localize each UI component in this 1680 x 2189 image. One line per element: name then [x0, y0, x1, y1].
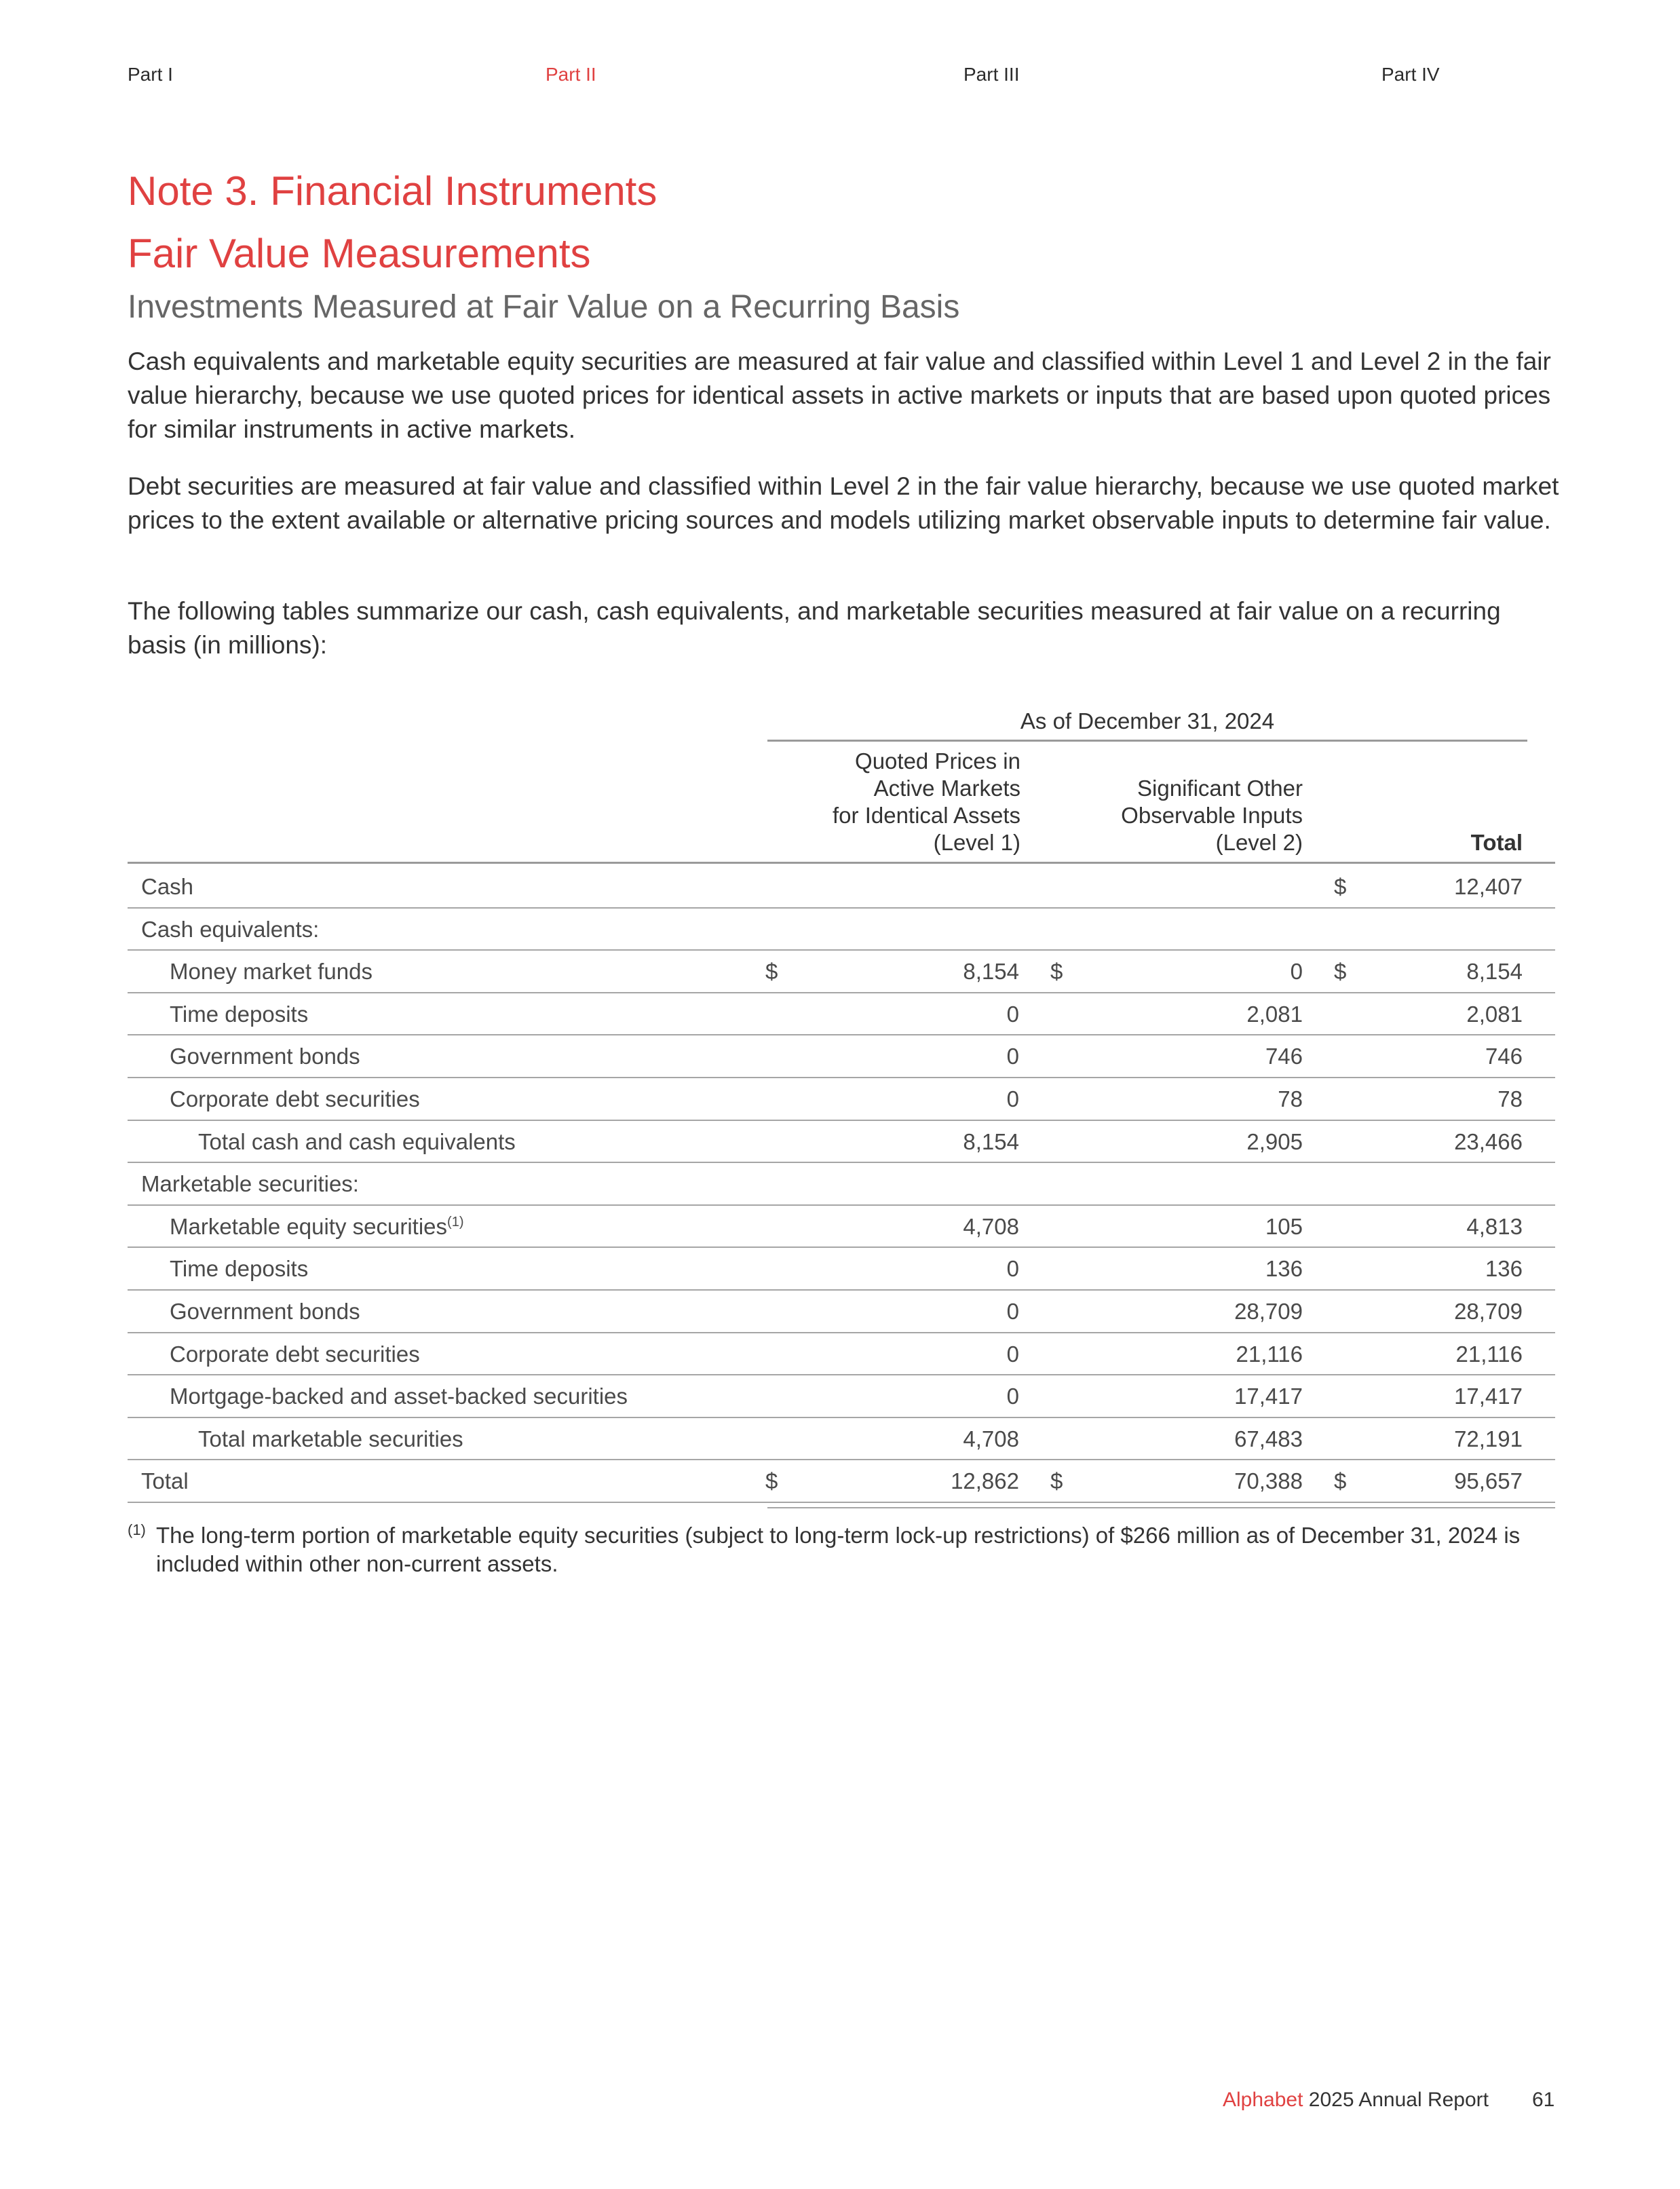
- cell-l1: 0: [1006, 1044, 1019, 1069]
- table-row: [128, 1462, 1555, 1504]
- table-row: [128, 1164, 1555, 1206]
- row-label: [170, 1044, 360, 1069]
- row-label-text: Government bonds: [170, 1299, 360, 1324]
- nav-part-iv[interactable]: Part IV: [1381, 64, 1440, 85]
- footer-brand-name: Alphabet: [1223, 2089, 1303, 2111]
- row-label: [170, 1002, 308, 1027]
- row-divider: [128, 1204, 1555, 1206]
- row-label: [170, 1299, 360, 1325]
- cell-total: 78: [1497, 1086, 1523, 1111]
- cell-l1: 8,154: [963, 959, 1019, 985]
- page-number: 61: [1532, 2089, 1555, 2111]
- total-double-rule: [767, 1507, 1555, 1508]
- cell-total: 95,657: [1454, 1468, 1523, 1494]
- cell-l1: 0: [1006, 1299, 1019, 1324]
- col-total-header: Total: [1470, 830, 1523, 855]
- row-divider: [128, 1459, 1555, 1460]
- row-divider: [128, 1289, 1555, 1291]
- row-label: [141, 1468, 189, 1494]
- cell-l1: 0: [1006, 1341, 1019, 1367]
- table-row: [128, 1335, 1555, 1377]
- row-divider: [128, 992, 1555, 993]
- row-divider: [128, 1246, 1555, 1248]
- row-divider: [128, 1077, 1555, 1078]
- row-label-text: Cash: [141, 874, 194, 899]
- cell-l2: 2,081: [1246, 1001, 1303, 1027]
- cell-total: 8,154: [1466, 959, 1523, 985]
- paragraph-3: The following tables summarize our cash, cash equivalents, and marketable securities measured at fair value on a recurring basis (in millions):: [128, 597, 1501, 659]
- nav-part-i[interactable]: Part I: [128, 64, 173, 85]
- cell-l2: 21,116: [1236, 1341, 1303, 1367]
- currency-symbol: $: [765, 959, 778, 985]
- row-divider: [128, 1374, 1555, 1375]
- paragraph-1: Cash equivalents and marketable equity securities are measured at fair value and classified within Level 1 and Level 2 in the fair value hierarchy, because we use quoted prices for identical assets in active markets or inputs that are based upon quoted prices for similar instruments in active markets.: [128, 347, 1551, 443]
- cell-l2: 70,388: [1234, 1468, 1303, 1494]
- table-row: [128, 1037, 1555, 1079]
- footnote-mark: (1): [128, 1521, 146, 1538]
- row-label: [141, 1171, 359, 1197]
- section-title: Investments Measured at Fair Value on a Recurring Basis: [128, 289, 960, 325]
- row-label-text: Total cash and cash equivalents: [198, 1128, 516, 1154]
- table-period: As of December 31, 2024: [767, 708, 1527, 742]
- cell-l1: 8,154: [963, 1128, 1019, 1154]
- row-label-text: Total: [141, 1468, 189, 1494]
- row-label-text: Mortgage-backed and asset-backed securities: [170, 1384, 628, 1409]
- currency-symbol: $: [1334, 1468, 1347, 1494]
- row-divider: [128, 1162, 1555, 1163]
- row-label: [170, 1256, 308, 1282]
- table-row: [128, 1377, 1555, 1419]
- row-label: [170, 959, 373, 985]
- table-row: [128, 1420, 1555, 1462]
- currency-symbol: $: [1050, 1468, 1063, 1494]
- table-row: [128, 1249, 1555, 1291]
- row-divider: [128, 1034, 1555, 1035]
- col-level2-header: Significant Other Observable Inputs (Level 2): [1121, 776, 1303, 855]
- row-label-text: Cash equivalents:: [141, 916, 320, 942]
- row-label-text: Government bonds: [170, 1044, 360, 1069]
- row-label-text: Money market funds: [170, 959, 373, 985]
- currency-symbol: $: [765, 1468, 778, 1494]
- cell-l2: 2,905: [1246, 1128, 1303, 1154]
- cell-l2: 67,483: [1234, 1426, 1303, 1451]
- cell-total: 21,116: [1455, 1341, 1523, 1367]
- table-row: [128, 995, 1555, 1037]
- cell-total: 2,081: [1466, 1001, 1523, 1027]
- cell-l2: 136: [1265, 1256, 1303, 1282]
- row-label-text: Marketable equity securities: [170, 1213, 448, 1239]
- row-divider: [128, 1502, 1555, 1503]
- cell-l2: 28,709: [1234, 1299, 1303, 1324]
- row-divider: [128, 1417, 1555, 1418]
- cell-l1: 0: [1006, 1256, 1019, 1282]
- row-label: [198, 1426, 463, 1452]
- sub-title: Fair Value Measurements: [128, 231, 591, 276]
- cell-total: 72,191: [1454, 1426, 1523, 1451]
- row-label: [170, 1214, 463, 1240]
- row-label-text: Time deposits: [170, 1256, 309, 1282]
- header-rule: [128, 862, 1555, 864]
- cell-l1: 0: [1006, 1086, 1019, 1111]
- note-title: Note 3. Financial Instruments: [128, 168, 657, 214]
- row-label-text: Total marketable securities: [198, 1426, 463, 1451]
- currency-symbol: $: [1334, 874, 1347, 899]
- currency-symbol: $: [1334, 959, 1347, 985]
- table-row: [128, 1207, 1555, 1249]
- table-row: [128, 910, 1555, 952]
- row-label-text: Marketable securities:: [141, 1171, 359, 1197]
- nav-part-iii[interactable]: Part III: [963, 64, 1020, 85]
- cell-l2: 17,417: [1234, 1384, 1303, 1409]
- row-divider: [128, 1332, 1555, 1333]
- cell-l2: 0: [1290, 959, 1303, 985]
- row-divider: [128, 1120, 1555, 1121]
- paragraph-2: Debt securities are measured at fair value and classified within Level 2 in the fair value hierarchy, because we use quoted market prices to the extent available or alternative pricing sources and models utilizing market observable inputs to determine fair value.: [128, 472, 1559, 534]
- row-label-text: Time deposits: [170, 1001, 309, 1027]
- cell-l1: 4,708: [963, 1426, 1019, 1451]
- table-row: [128, 1292, 1555, 1334]
- row-label: [141, 874, 193, 900]
- cell-total: 746: [1485, 1044, 1523, 1069]
- cell-l1: 4,708: [963, 1213, 1019, 1239]
- cell-total: 17,417: [1454, 1384, 1523, 1409]
- cell-l1: 0: [1006, 1001, 1019, 1027]
- cell-total: 136: [1485, 1256, 1523, 1282]
- cell-total: 12,407: [1454, 874, 1523, 899]
- row-label: [170, 1341, 420, 1367]
- cell-l1: 12,862: [951, 1468, 1019, 1494]
- table-row: [128, 1122, 1555, 1164]
- cell-l2: 78: [1278, 1086, 1303, 1111]
- cell-total: 23,466: [1454, 1128, 1523, 1154]
- footnote-text: The long-term portion of marketable equity securities (subject to long-term lock-up restrictions) of $266 million as of December 31, 2024 is included within other non-current assets.: [156, 1523, 1521, 1576]
- cell-l2: 105: [1265, 1213, 1303, 1239]
- nav-part-ii[interactable]: Part II: [546, 64, 596, 85]
- row-label: [141, 917, 319, 943]
- col-level1-header: Quoted Prices in Active Markets for Identical Assets (Level 1): [833, 748, 1020, 855]
- footnote-ref: (1): [447, 1214, 464, 1230]
- cell-total: 28,709: [1454, 1299, 1523, 1324]
- footer-report: 2025 Annual Report: [1308, 2089, 1489, 2111]
- table-row: [128, 952, 1555, 994]
- table-row: [128, 1080, 1555, 1122]
- row-label: [170, 1086, 420, 1112]
- cell-total: 4,813: [1466, 1213, 1523, 1239]
- footer-brand: [1223, 2089, 1489, 2112]
- cell-l2: 746: [1265, 1044, 1303, 1069]
- row-label-text: Corporate debt securities: [170, 1341, 420, 1367]
- row-divider: [128, 907, 1555, 909]
- table-row: [128, 867, 1555, 909]
- row-label-text: Corporate debt securities: [170, 1086, 420, 1111]
- row-label: [170, 1384, 628, 1409]
- cell-l1: 0: [1006, 1384, 1019, 1409]
- row-divider: [128, 949, 1555, 951]
- currency-symbol: $: [1050, 959, 1063, 985]
- row-label: [198, 1129, 516, 1155]
